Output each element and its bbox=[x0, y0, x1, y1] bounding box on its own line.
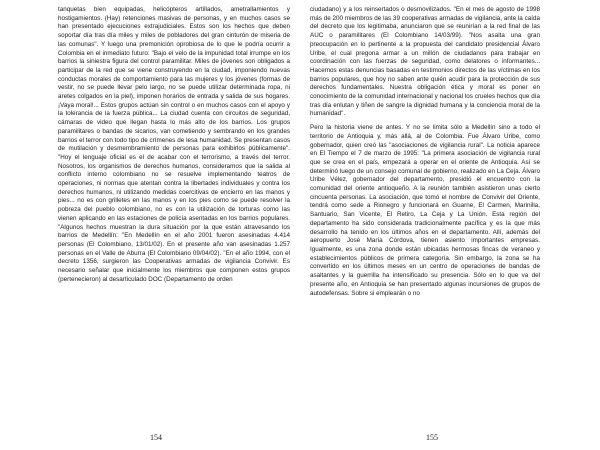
page-number-left: 154 bbox=[150, 433, 162, 442]
page-number-right: 155 bbox=[426, 433, 438, 442]
left-page-body-text bbox=[58, 6, 290, 285]
paragraph: Pero la historia viene de antes. Y no se limita sólo a Medellín sino a todo el territorio de Antioquia y, más allá, al de Colombia. Fue Álvaro Uribe, como gobernador, quien creó las "asociaciones de vigilancia rural". La noticia aparece en El Tiempo el 7 de marzo de 1995: "La primera asociación de vigilancia rural que se crea en el país, empezará a operar en el oriente de Antioquia. Así se determinó luego de un consejo comunal de gobierno, realizado en La Ceja. Álvaro Uribe Vélez, gobernador del departamento, presidió el encuentro con la comunidad del oriente antioqueño. A la reunión también asistieron unas cierto cincuenta personas. La asociación, que tomó el nombre de Convivir del Oriente, tendrá como sede a Rionegro y funcionará en Guarne, El Carmen, Marinilla, Santuario, San Vicente, El Retiro, La Ceja y La Unión. Esta región del departamento ha sido considerada tradicionalmente pacífica y es la que más desarrollo ha tenido en los últimos años en el departamento. Allí, además del aeropuerto José María Córdova, tienen asiento importantes empresas. Igualmente, es una zona donde están ubicadas hermosas fincas de veraneo y establecimientos públicos de primera categoría. Sin embargo, la zona se ha convertido en los últimos meses en un centro de operaciones de bandas de asaltantes y la guerrilla ha intensificado su presencia. Sólo en lo que va del presente año, en Antioquia se han presentado algunas incursiones de grupos de autodefensas. Sobre si emplearán o no bbox=[310, 124, 540, 297]
paragraph: tanquetas bien equipadas, helicópteros artillados, ametrallamientos y hostigamientos. (Hay) retenciones masivas de personas, y en muchos casos se han presentado ejecuciones extrajudiciales. Estos son los hechos que deben soportar día tras día miles y miles de pobladores del gran cinturón de miseria de las comunas". Y luego una premonición oprobiosa de lo que le podría ocurrir a Colombia en el inmediato futuro: "Bajo el velo de la impunidad total irrumpe en los barrios la siniestra figura del control paramilitar. Miles de jóvenes son obligados a participar de la red que se viene construyendo en la ciudad, imponiendo nuevas conductas morales de comportamiento para las mujeres y los jóvenes (formas de vestir, no se puede llevar pelo largo, no se puede utilizar determinada ropa, ni aretes colgados en la piel), imponen horarios de entrada y salida de sus hogares. ¡Vaya moral!... Estos grupos actúan sin control o en muchos casos con el apoyo y la tolerancia de la fuerza pública... La ciudad cuenta con circuitos de seguridad, cámaras de video que llegan hasta lo más alto de los barrios. Los grupos paramilitares o bandas de sicarios, van cometiendo y sembrando en los grandes barrios el terror con todo tipo de crímenes de lesa humanidad. Se presentan casos de mutilación y desmembramiento de personas para exhibirlos públicamente". "Hoy el lenguaje oficial es el de acabar con el terrorismo, a través del terror. Nosotros, los organismos de derechos humanos, consideramos que la salida al conflicto interno colombiano no se resuelve implementando teatros de operaciones, ni normas que atentan contra la libertades individuales y contra los derechos humanos, ni utilizando medidas coercitivas de encierro en las manos y pies... no es con grilletes en las manos y en los pies como se puede resolver la pobreza del pueblo colombiano, no es con la utilización de torturas como las vienen aplicando en las estaciones de policía asentadas en los barrios populares. "Algunos hechos muestran la dura situación por la que están atravesando los barrios de Medellín: "En Medellín en el año 2001 fueron asesinadas 4.414 personas (El Colombiano, 13/01/02). En el presente año van asesinadas 1.257 personas en el Valle de Aburra (El Colombiano 09/04/02). "En el año 1994, con el decreto 1356, surgieron las Cooperativas armadas de vigilancia Convivir. Es necesario señalar que inicialmente los miembros que componen estos grupos (pertenecieron) al desarticulado DOC (Departamento de orden bbox=[58, 6, 290, 283]
right-page-body-text bbox=[310, 6, 540, 298]
paragraph: ciudadano) y a los reinsertados o desmovilizados. "En el mes de agosto de 1998 más de 200 miembros de las 39 cooperativas armadas de vigilancia, ante la caída del decreto que los legitimaba, anunciaron que se reunirían a la red final de las AUC o paramilitares (El Colombiano 14/03/99). "Nos asalta una gran preocupación en lo pertinente a la propuesta del candidato presidencial Álvaro Uribe, el cual pregona armar a un millón de ciudadanos para trabajar en coordinación con las fuerzas de seguridad, como delatores o informantes... Hacemos estas denuncias basadas en testimonios directos de las víctimas en los barrios populares, que hoy no saben ante quién acudir para la protección de sus derechos fundamentales. Nuestra obligación ética y moral es poner en conocimiento de la comunidad internacional y nacional los crueles hechos que día tras día enlutan y tiñen de sangre la dignidad humana y la conciencia moral de la humanidad". bbox=[310, 6, 540, 118]
right-page bbox=[300, 0, 600, 450]
